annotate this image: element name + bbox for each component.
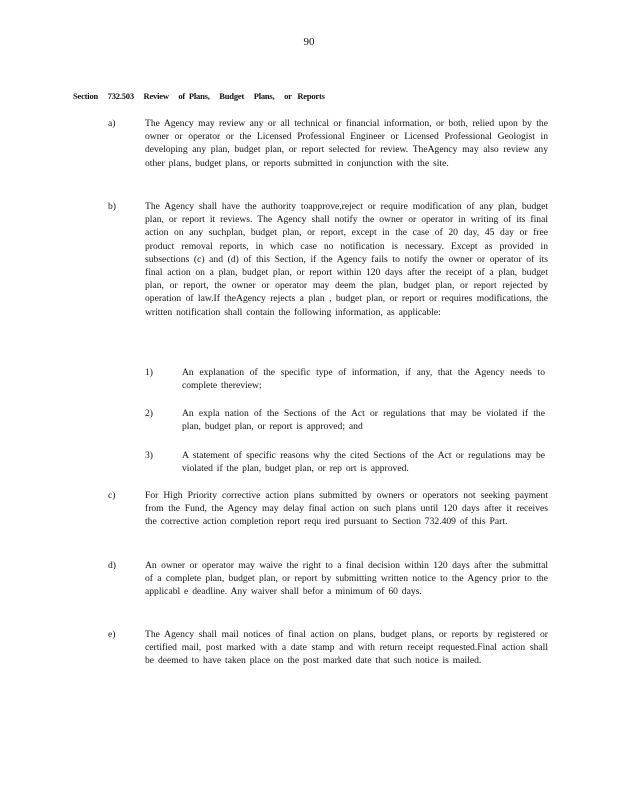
paragraph-e [108,628,548,668]
paragraph-text: For High Priority corrective action plans submitted by owners or operators not seeking payment from the Fund, the Agency may delay final action on such plans until 120 days after it receives the corrective action completion report requ ired pursuant to Section 732.409 of this Part. [145,490,548,528]
paragraph-a [108,117,548,170]
paragraph-text: The Agency shall mail notices of final action on plans, budget plans, or reports by registered or certified mail, post marked with a date stamp and with return receipt requested.Final action shall be deemed to have taken place on the post marked date that such notice is mailed. [145,629,548,667]
subitem-label: 2) [145,408,153,419]
paragraph-label: c) [108,490,116,501]
subitem-text: An expla nation of the Sections of the Act or regulations that may be violated if the plan, budget plan, or report is approved; and [182,408,545,433]
subitem-text: A statement of specific reasons why the cited Sections of the Act or regulations may be violated if the plan, budget plan, or rep ort is approved. [182,450,545,475]
paragraph-label: b) [108,201,116,212]
paragraph-label: a) [108,118,116,129]
subitem-3 [145,449,545,475]
paragraph-text: The Agency shall have the authority toapprove,reject or require modification of any plan, budget plan, or report it reviews. The Agency shall notify the owner or operator in writing of its final action on any suchplan, budget plan, or report, except in the case of 20 day, 45 day or free product removal reports, in which case no notification is necessary. Except as provided in subsections (c) and (d) of this Section, if the Agency fails to notify the owner or operator of its final action on a plan, budget plan, or report within 120 days after the receipt of a plan, budget plan, or report, the owner or operator may deem the plan, budget plan, or report rejected by operation of law.If theAgency rejects a plan , budget plan, or report or requires modifications, the written notification shall contain the following information, as applicable: [145,201,548,318]
subitem-1 [145,366,545,392]
section-heading: Section 732.503 Review of Plans, Budget Plans, or Reports [73,91,325,101]
page-number: 90 [303,36,315,48]
paragraph-label: d) [108,560,116,571]
subitem-label: 3) [145,450,153,461]
subitem-label: 1) [145,367,153,378]
paragraph-text: The Agency may review any or all technical or financial information, or both, relied upon by the owner or operator or the Licensed Professional Engineer or Licensed Professional Geologist in developing any plan, budget plan, or report selected for review. TheAgency may also review any other plans, budget plans, or reports submitted in conjunction with the site. [145,118,548,169]
paragraph-b [108,200,548,319]
subitem-text: An explanation of the specific type of information, if any, that the Agency needs to complete thereview; [182,367,545,392]
paragraph-text: An owner or operator may waive the right to a final decision within 120 days after the submittal of a complete plan, budget plan, or report by submitting written notice to the Agency prior to the applicabl e deadline. Any waiver shall befor a minimum of 60 days. [145,560,548,598]
subitem-2 [145,407,545,433]
paragraph-label: e) [108,629,116,640]
paragraph-c [108,489,548,529]
paragraph-d [108,559,548,599]
